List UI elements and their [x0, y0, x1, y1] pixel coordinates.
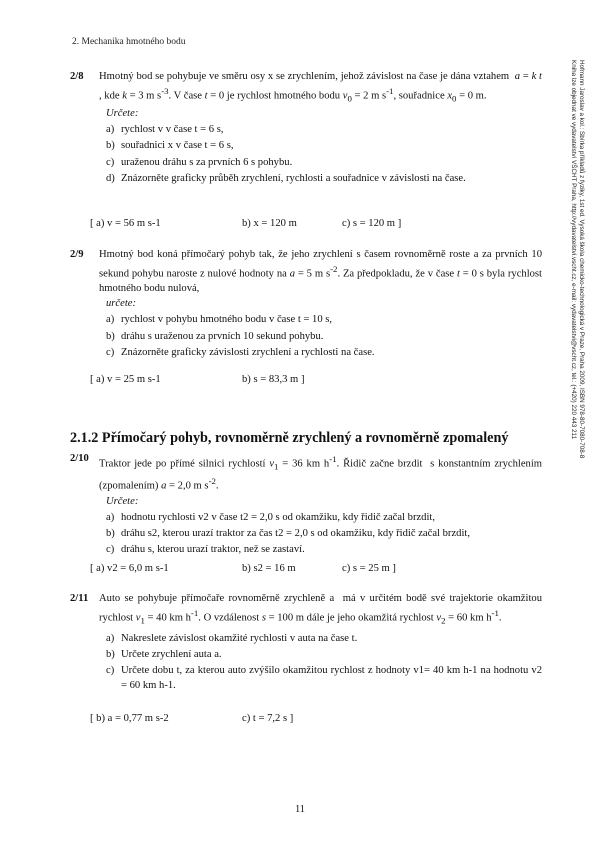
running-head: 2. Mechanika hmotného bodu	[72, 37, 186, 47]
tasks-heading: Určete:	[106, 108, 139, 120]
problem-number: 2/11	[70, 593, 89, 604]
side-note-line-2: Kniha lze objednat ve vydavatelství VŠCHT Praha, http://vydavatelstvi.vscht.cz, e-mail: vydavatelstvi@vscht.cz, tel.: (+420) 220 443 211	[570, 60, 578, 440]
task-item: c) dráhu s, kterou urazí traktor, než se zastaví.	[106, 544, 305, 556]
section-heading: 2.1.2 Přímočarý pohyb, rovnoměrně zrychlený a rovnoměrně zpomalený	[70, 430, 509, 446]
problem-statement: Auto se pohybuje přímočaře rovnoměrně zrychleně a má v určitém bodě své trajektorie okamžitou rychlost $v_1 = 40$ km $h^{-1}$. O vzdálenost s = 100 m dále je jeho okamžitá rychlost $v_2 = 60$ km $h^{-1}$.	[99, 593, 542, 626]
answer: [ b) a = 0,77 m s-2	[90, 713, 169, 724]
answer: [ a) v = 25 m s-1	[90, 374, 161, 385]
task-item: b) Určete zrychlení auta a.	[106, 649, 222, 661]
task-item: b) dráhu s uraženou za prvních 10 sekund pohybu.	[106, 330, 324, 342]
problem-2-11	[70, 592, 542, 694]
problem-2-9	[70, 248, 542, 361]
task-list	[106, 313, 542, 360]
task-item: a) rychlost v v čase t = 6 s,	[106, 124, 224, 136]
answer: b) x = 120 m	[242, 218, 297, 229]
task-item: a) Nakreslete závislost okamžité rychlosti v auta na čase t.	[106, 633, 358, 645]
problem-number: 2/8	[70, 71, 84, 82]
task-list	[106, 632, 542, 693]
tasks-heading: Určete:	[106, 495, 139, 507]
answer: [ a) v2 = 6,0 m s-1	[90, 563, 169, 574]
answer: c) s = 25 m ]	[342, 563, 396, 574]
problem-number: 2/10	[70, 453, 89, 464]
answer: c) t = 7,2 s ]	[242, 713, 294, 724]
answer: b) s = 83,3 m ]	[242, 374, 305, 385]
problem-statement: Hmotný bod koná přímočarý pohyb tak, že jeho zrychlení s časem rovnoměrně roste a za prvních 10 sekund pohybu naroste z nulové hodnoty na a = 5 m $s^{-2}$. Za předpokladu, že v čase t = 0 s byla rychlost hmotného bodu nulová,	[99, 249, 542, 294]
answer: b) s2 = 16 m	[242, 563, 296, 574]
task-item: c) Určete dobu t, za kterou auto zvýšilo okamžitou rychlost z hodnoty v1= 40 km h-1 na hodnotu v2 = 60 km h-1.	[106, 665, 542, 691]
task-item: a) rychlost v pohybu hmotného bodu v čase t = 10 s,	[106, 314, 333, 326]
task-item: d) Znázorněte graficky průběh zrychlení, rychlosti a souřadnice v závislosti na čase.	[106, 172, 466, 184]
side-note-line-1: Hofmann Jaroslav a kol.: Sbírka příkladů z fyziky, 1st ed. Vysoká škola chemicko-technologická v Praze, Praha 2009, ISBN 978-80-7080-708-8	[578, 60, 585, 459]
task-item: c) uraženou dráhu s za prvních 6 s pohybu.	[106, 156, 293, 168]
task-list	[106, 511, 542, 558]
problem-statement: Hmotný bod se pohybuje ve směru osy x se zrychlením, jehož závislost na čase je dána vztahem a = k t , kde k = 3 m $s^{-3}$. V čase t = 0 je rychlost hmotného bodu $v_0 = 2$ m $s^{-1}$, souřadnice $x_0 = 0$ m.	[99, 71, 542, 104]
problem-2-10	[70, 452, 542, 558]
answer: c) s = 120 m ]	[342, 218, 402, 229]
page-number: 11	[294, 804, 306, 815]
task-item: b) dráhu s2, kterou urazí traktor za čas t2 = 2,0 s od okamžiku, kdy řidič začal brzdit,	[106, 527, 470, 539]
problem-2-8	[70, 70, 542, 187]
task-item: b) souřadnici x v čase t = 6 s,	[106, 140, 234, 152]
problem-statement: Traktor jede po přímé silnici rychlostí $v_1 = 36$ km $h^{-1}$. Řidič začne brzdit s konstantním zrychlením (zpomalením) a = 2,0 m $s^{-2}$.	[99, 454, 543, 492]
task-list	[106, 123, 542, 186]
task-item: a) hodnotu rychlosti v2 v čase t2 = 2,0 s od okamžiku, kdy řidič začal brzdit,	[106, 511, 436, 523]
tasks-heading: určete:	[106, 298, 136, 310]
task-item: c) Znázorněte graficky závislosti zrychlení a rychlosti na čase.	[106, 346, 375, 358]
answer: [ a) v = 56 m s-1	[90, 218, 161, 229]
side-citation-note	[570, 60, 585, 590]
problem-number: 2/9	[70, 249, 84, 260]
